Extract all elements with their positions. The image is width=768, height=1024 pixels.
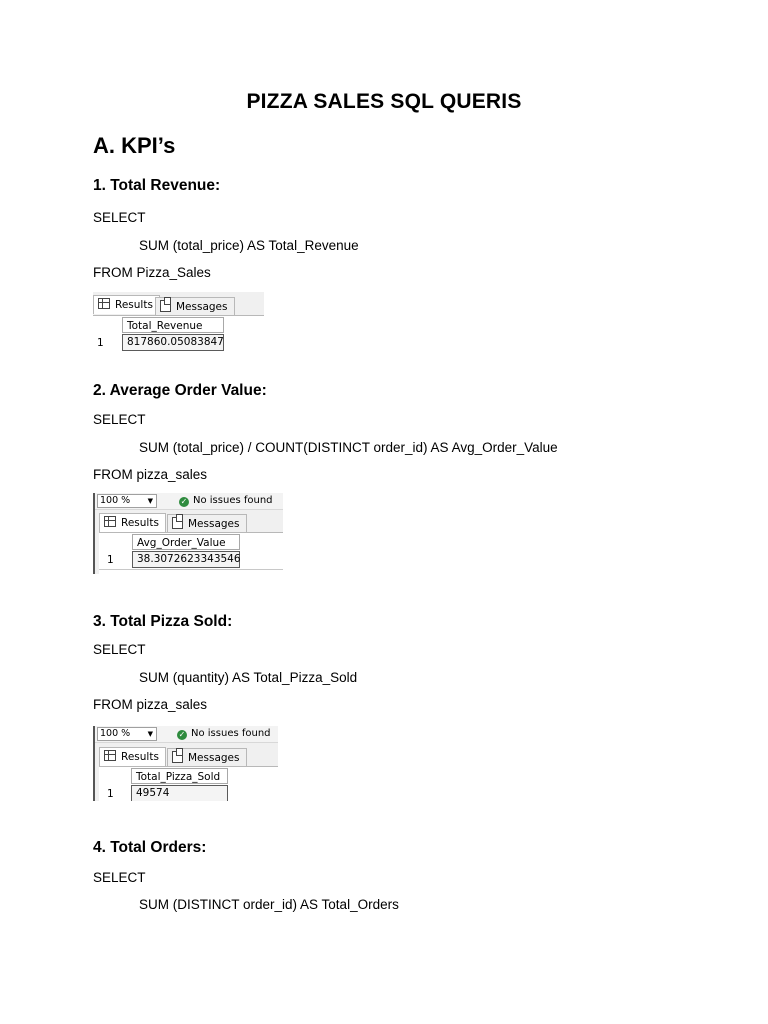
result-panel-total-revenue	[93, 292, 264, 358]
row-number: 1	[107, 788, 114, 800]
dropdown-arrow-icon: ▼	[147, 497, 153, 505]
results-grid	[99, 766, 278, 801]
messages-tab[interactable]: Messages	[167, 514, 247, 533]
dropdown-arrow-icon: ▼	[147, 730, 153, 738]
query-expression: SUM (total_price) AS Total_Revenue	[139, 238, 359, 253]
query-from-clause: FROM pizza_sales	[93, 697, 208, 712]
column-header: Total_Pizza_Sold	[131, 768, 228, 784]
results-grid	[99, 532, 283, 574]
messages-icon	[172, 751, 183, 763]
check-circle-icon: ✓	[178, 730, 186, 739]
query-heading-average-order-value: 2. Average Order Value:	[93, 382, 267, 399]
grid-line	[99, 569, 283, 570]
result-cell[interactable]: 49574	[131, 785, 228, 801]
results-grid	[93, 315, 264, 358]
results-tab[interactable]: Results	[93, 295, 160, 314]
row-number: 1	[97, 337, 104, 349]
results-tab[interactable]: Results	[99, 747, 166, 766]
result-panel-average-order-value	[93, 493, 283, 574]
messages-tab[interactable]: Messages	[155, 297, 235, 316]
issues-status: ✓ No issues found	[178, 728, 271, 739]
query-select-keyword: SELECT	[93, 412, 146, 427]
zoom-select[interactable]: 100 % ▼	[97, 494, 157, 508]
check-circle-icon: ✓	[180, 497, 188, 506]
query-select-keyword: SELECT	[93, 870, 146, 885]
issues-status: ✓ No issues found	[180, 495, 273, 506]
query-expression: SUM (total_price) / COUNT(DISTINCT order_id) AS Avg_Order_Value	[139, 440, 558, 455]
result-cell[interactable]: 38.3072623343546	[132, 551, 240, 568]
grid-icon	[104, 516, 116, 527]
grid-icon	[104, 750, 116, 761]
result-panel-total-pizza-sold	[93, 726, 278, 801]
query-select-keyword: SELECT	[93, 642, 146, 657]
results-tab[interactable]: Results	[99, 513, 166, 532]
column-header: Total_Revenue	[122, 317, 224, 333]
query-heading-total-revenue: 1. Total Revenue:	[93, 177, 221, 194]
query-expression: SUM (DISTINCT order_id) AS Total_Orders	[139, 897, 399, 912]
status-bar	[95, 726, 278, 743]
row-number: 1	[107, 554, 114, 566]
query-heading-total-orders: 4. Total Orders:	[93, 839, 207, 856]
result-cell[interactable]: 817860.05083847	[122, 334, 224, 351]
document-title: PIZZA SALES SQL QUERIS	[246, 90, 522, 113]
query-expression: SUM (quantity) AS Total_Pizza_Sold	[139, 670, 358, 685]
query-from-clause: FROM pizza_sales	[93, 467, 208, 482]
messages-icon	[160, 300, 171, 312]
messages-tab[interactable]: Messages	[167, 748, 247, 767]
zoom-select[interactable]: 100 % ▼	[97, 727, 157, 741]
grid-icon	[98, 298, 110, 309]
query-select-keyword: SELECT	[93, 210, 146, 225]
status-bar	[95, 493, 283, 510]
query-heading-total-pizza-sold: 3. Total Pizza Sold:	[93, 613, 233, 630]
section-heading: A. KPI’s	[93, 133, 176, 158]
messages-icon	[172, 517, 183, 529]
query-from-clause: FROM Pizza_Sales	[93, 265, 211, 280]
column-header: Avg_Order_Value	[132, 534, 240, 550]
